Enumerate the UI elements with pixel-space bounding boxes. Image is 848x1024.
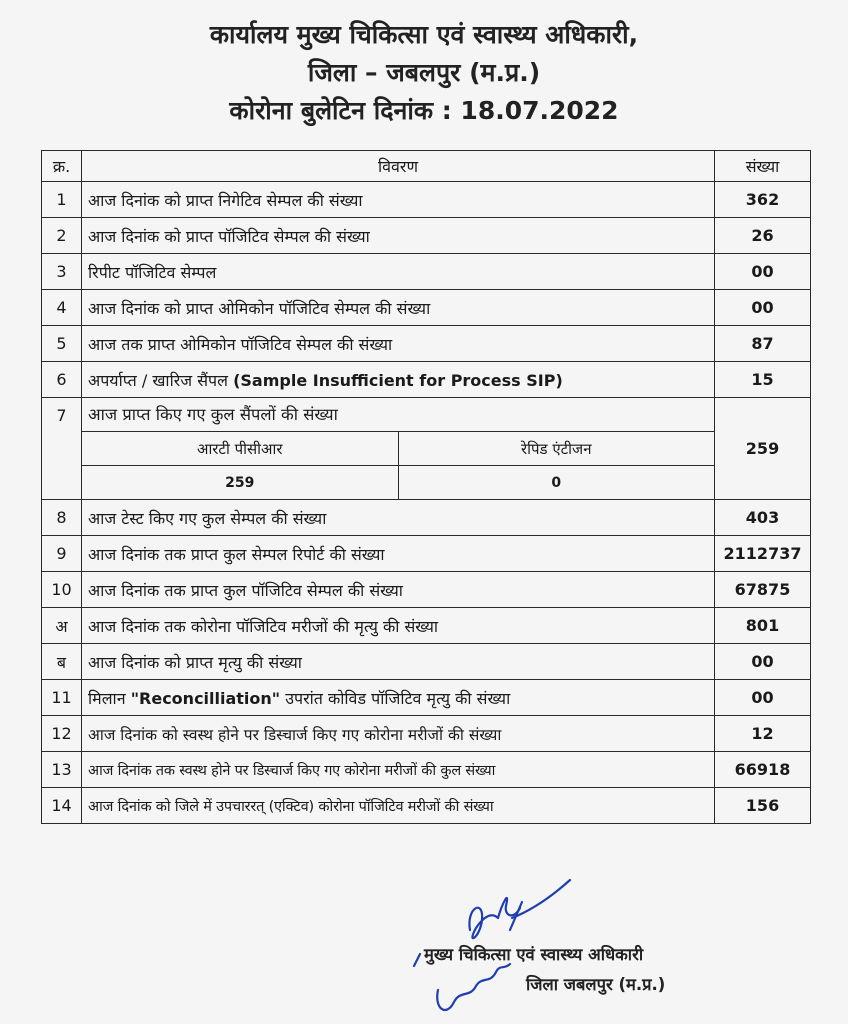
header-sno: क्र. [42,151,82,182]
row-description: आज दिनांक को प्राप्त पॉजिटिव सेम्पल की संख्या [82,218,715,254]
row-count: 00 [715,680,811,716]
row-sno: 4 [42,290,82,326]
row-description: आज दिनांक तक प्राप्त कुल पॉजिटिव सेम्पल की संख्या [82,572,715,608]
row-description-english: (Sample Insufficient for Process SIP) [233,370,563,390]
table-row [42,644,811,680]
row-description: आज दिनांक को स्वस्थ होने पर डिस्चार्ज किए गए कोरोना मरीजों की संख्या [82,716,715,752]
row-description [82,362,715,398]
row-sno: 14 [42,788,82,824]
rtpcr-value: 259 [82,466,398,500]
table-row [42,218,811,254]
row-count: 801 [715,608,811,644]
header-count: संख्या [715,151,811,182]
row-count: 259 [715,398,811,500]
table-row [42,788,811,824]
table-row [42,536,811,572]
table-row [42,572,811,608]
row-description: आज दिनांक को प्राप्त निगेटिव सेम्पल की संख्या [82,182,715,218]
table-row [42,716,811,752]
district-title: जिला – जबलपुर (म.प्र.) [307,58,541,87]
table-row [42,608,811,644]
table-row-rtpcr-rapid [42,398,811,500]
row-sno: 13 [42,752,82,788]
row-description: आज टेस्ट किए गए कुल सेम्पल की संख्या [82,500,715,536]
row-sno: अ [42,608,82,644]
row-count: 403 [715,500,811,536]
row-count: 362 [715,182,811,218]
row-count: 15 [715,362,811,398]
row-description: आज तक प्राप्त ओमिकोन पॉजिटिव सेम्पल की संख्या [82,326,715,362]
row-sno: 9 [42,536,82,572]
table-row [42,752,811,788]
table-row [42,290,811,326]
signatory-district: जिला जबलपुर (म.प्र.) [526,975,666,994]
row-count: 87 [715,326,811,362]
row-description: आज दिनांक तक स्वस्थ होने पर डिस्चार्ज किए गए कोरोना मरीजों की कुल संख्या [82,752,715,788]
bulletin-date-title: कोरोना बुलेटिन दिनांक : 18.07.2022 [229,96,619,125]
row-description-hindi: मिलान [88,688,126,708]
rapid-antigen-value: 0 [398,466,714,500]
table-row [42,680,811,716]
row-count: 66918 [715,752,811,788]
row-description-hindi-after: उपरांत कोविड पॉजिटिव मृत्यु की संख्या [285,688,511,708]
signature-block [410,868,790,1018]
bulletin-table [41,150,811,824]
row-sno: 5 [42,326,82,362]
row-description: आज दिनांक को प्राप्त ओमिकोन पॉजिटिव सेम्पल की संख्या [82,290,715,326]
row-count: 156 [715,788,811,824]
row-count: 26 [715,218,811,254]
bulletin-header [0,16,848,130]
row-description: रिपीट पॉजिटिव सेम्पल [82,254,715,290]
row-sno: 2 [42,218,82,254]
row-description-hindi: अपर्याप्त / खारिज सैंपल [88,370,228,390]
row-sno: 10 [42,572,82,608]
row-sno: 11 [42,680,82,716]
table-row [42,326,811,362]
rapid-antigen-label: रेपिड एंटीजन [398,432,714,466]
row-description: आज दिनांक तक कोरोना पॉजिटिव मरीजों की मृत्यु की संख्या [82,608,715,644]
row-sno: 12 [42,716,82,752]
row-description: आज दिनांक को जिले में उपचाररत् (एक्टिव) कोरोना पॉजिटिव मरीजों की संख्या [82,788,715,824]
row-count: 67875 [715,572,811,608]
row-description: आज प्राप्त किए गए कुल सैंपलों की संख्या [88,405,338,424]
row-count: 2112737 [715,536,811,572]
row-count: 00 [715,254,811,290]
row-sno: 7 [42,398,82,500]
sample-type-subtable [82,431,714,499]
row-description: आज दिनांक तक प्राप्त कुल सेम्पल रिपोर्ट की संख्या [82,536,715,572]
table-row [42,182,811,218]
row-count: 12 [715,716,811,752]
row-count: 00 [715,644,811,680]
row-sno: ब [42,644,82,680]
office-title: कार्यालय मुख्य चिकित्सा एवं स्वास्थ्य अधिकारी, [209,20,639,49]
row-description [82,680,715,716]
row-description-english: "Reconcilliation" [130,688,281,708]
row-sno: 6 [42,362,82,398]
row-description-with-subtable [82,398,715,500]
row-count: 00 [715,290,811,326]
signatory-designation: मुख्य चिकित्सा एवं स्वास्थ्य अधिकारी [424,945,644,964]
row-description: आज दिनांक को प्राप्त मृत्यु की संख्या [82,644,715,680]
row-sno: 3 [42,254,82,290]
header-description: विवरण [82,151,715,182]
table-row [42,254,811,290]
table-row [42,500,811,536]
rtpcr-label: आरटी पीसीआर [82,432,398,466]
table-row [42,362,811,398]
table-header-row [42,151,811,182]
row-sno: 1 [42,182,82,218]
row-sno: 8 [42,500,82,536]
